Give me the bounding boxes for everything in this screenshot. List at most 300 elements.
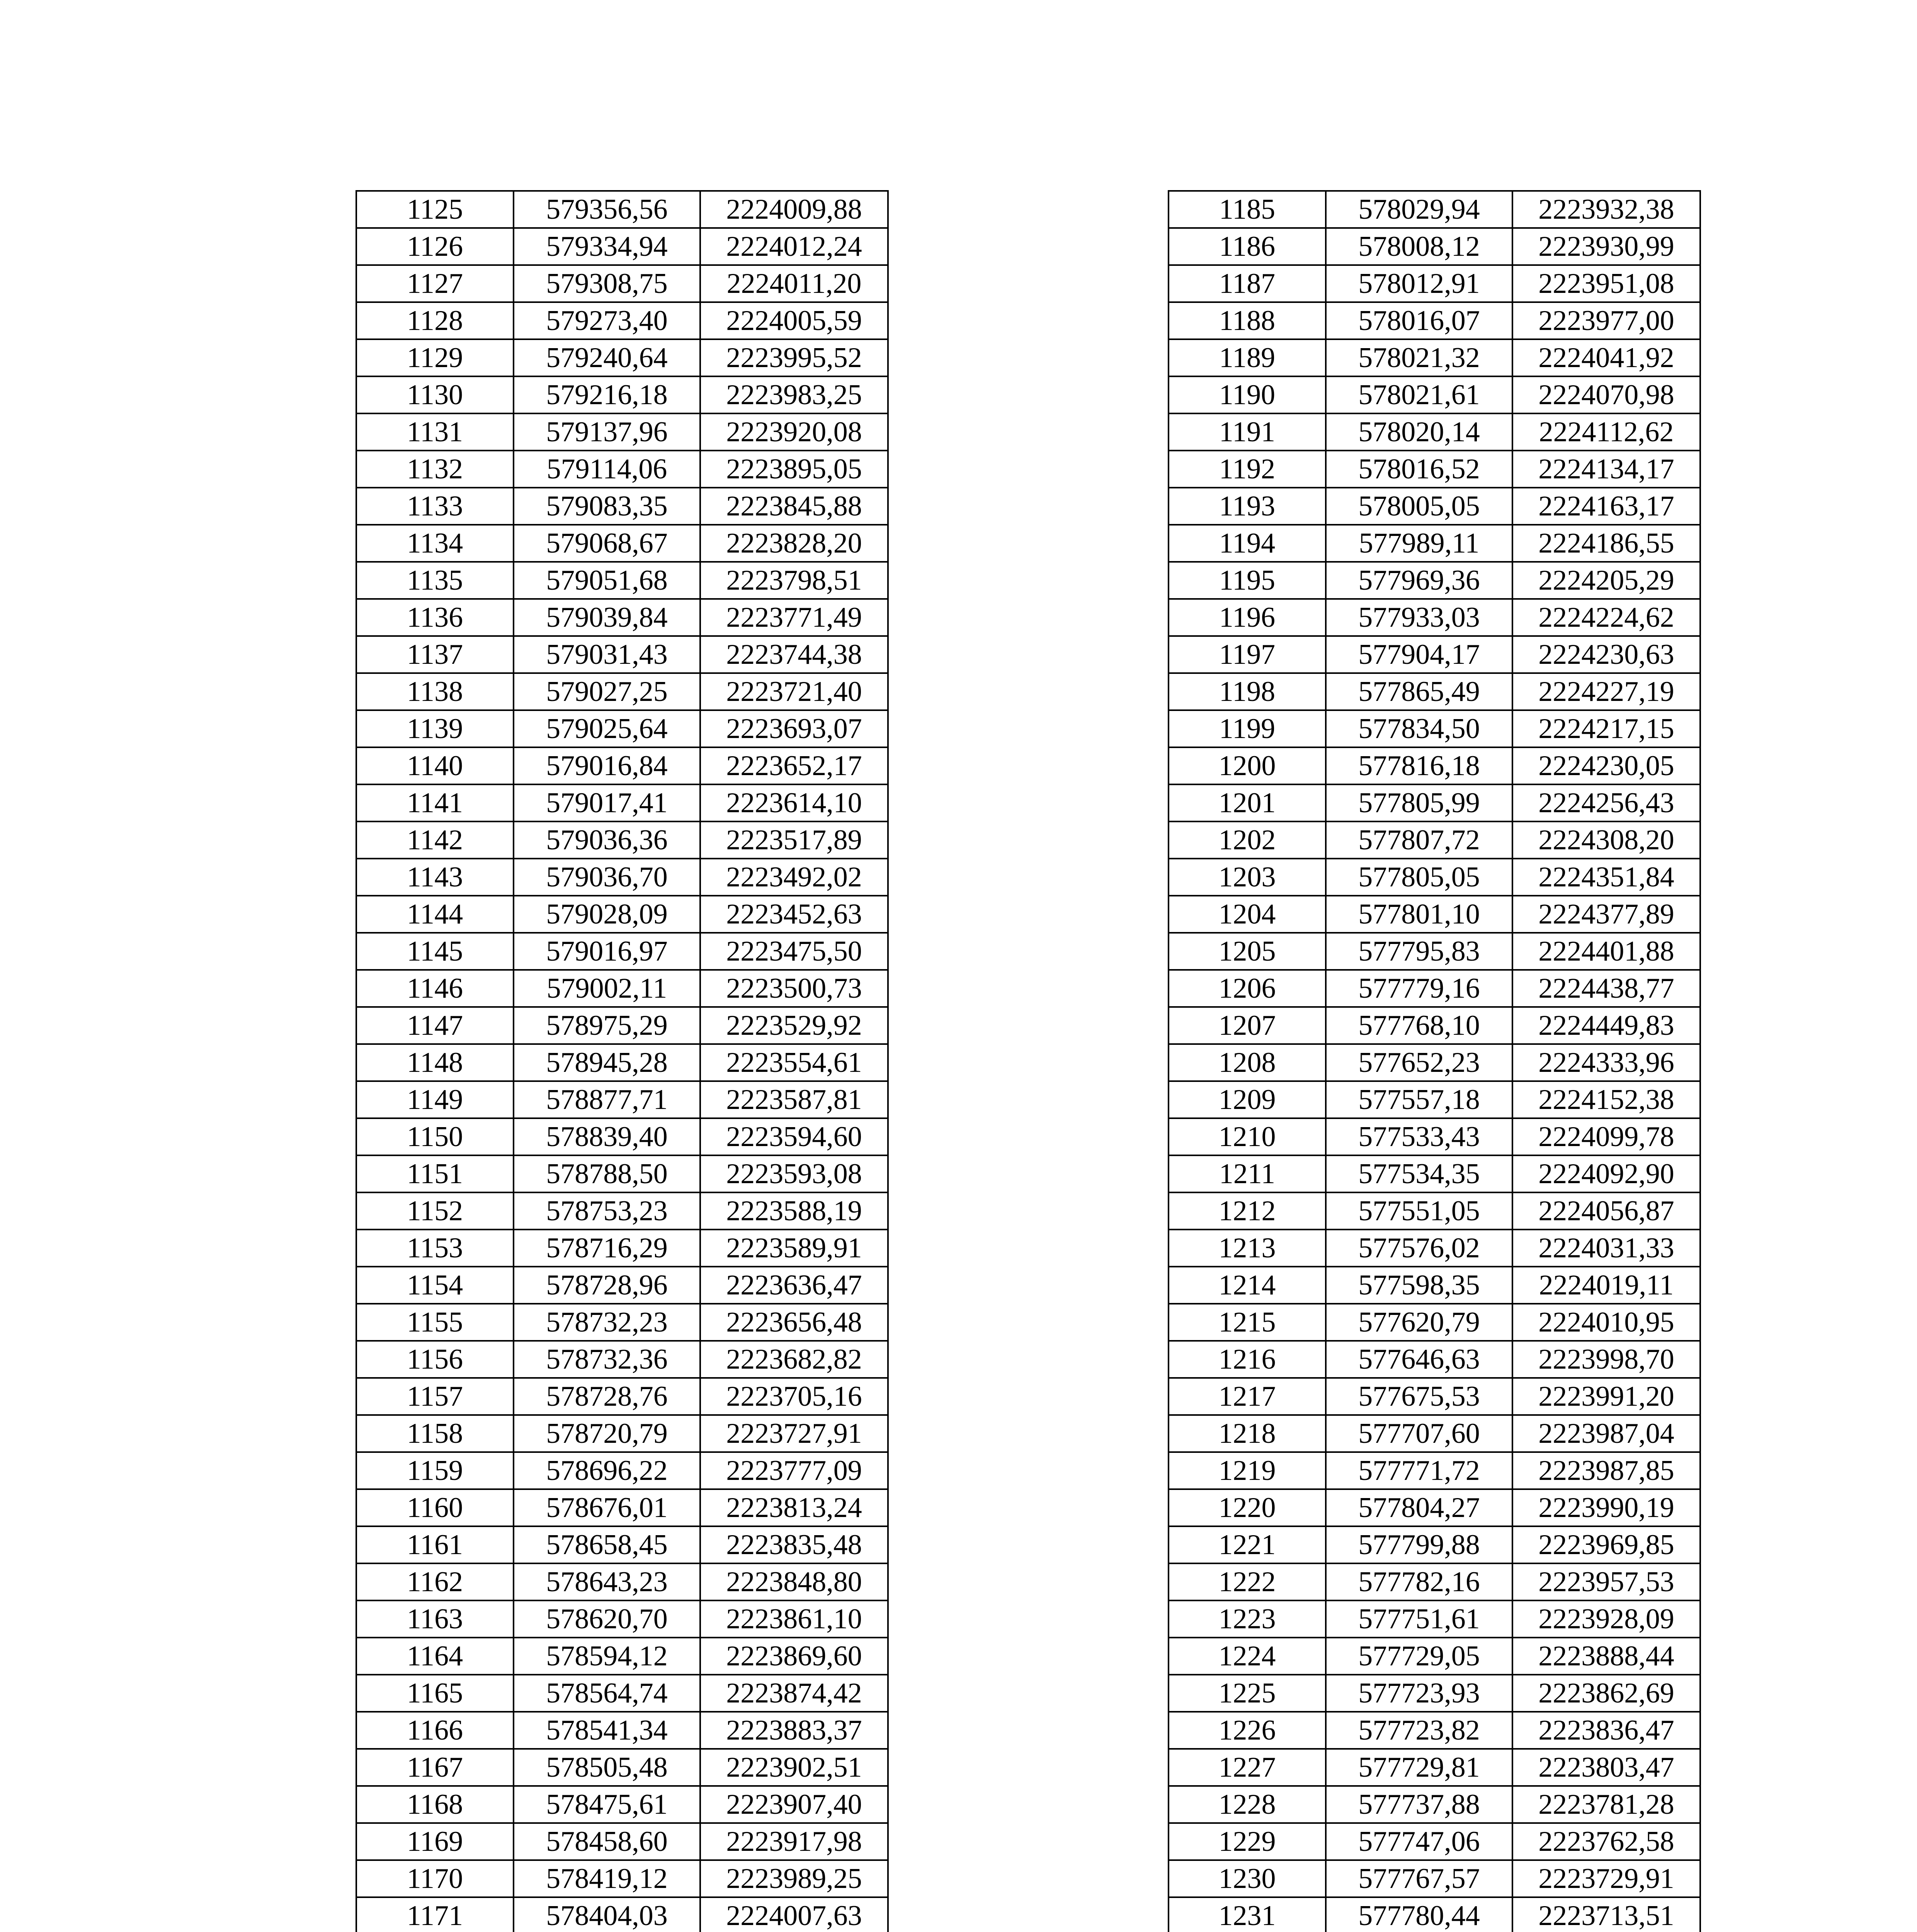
table-row	[356, 1786, 888, 1823]
table-row	[1169, 1860, 1700, 1897]
x-coordinate-cell: 577834,50	[1326, 710, 1512, 747]
y-coordinate-cell: 2224217,15	[1512, 710, 1700, 747]
y-coordinate-cell: 2224007,63	[700, 1897, 888, 1932]
point-number-cell: 1222	[1169, 1563, 1326, 1600]
x-coordinate-cell: 578720,79	[514, 1415, 700, 1452]
x-coordinate-cell: 577805,99	[1326, 784, 1512, 821]
table-row	[356, 339, 888, 376]
y-coordinate-cell: 2223861,10	[700, 1600, 888, 1638]
table-row	[1169, 1749, 1700, 1786]
y-coordinate-cell: 2223636,47	[700, 1267, 888, 1304]
x-coordinate-cell: 579216,18	[514, 376, 700, 413]
x-coordinate-cell: 579017,41	[514, 784, 700, 821]
table-row	[356, 1044, 888, 1081]
y-coordinate-cell: 2223828,20	[700, 525, 888, 562]
y-coordinate-cell: 2223995,52	[700, 339, 888, 376]
y-coordinate-cell: 2224031,33	[1512, 1230, 1700, 1267]
point-number-cell: 1135	[356, 562, 514, 599]
point-number-cell: 1225	[1169, 1675, 1326, 1712]
table-row	[1169, 1007, 1700, 1044]
table-row	[1169, 1638, 1700, 1675]
table-row	[1169, 1118, 1700, 1155]
point-number-cell: 1205	[1169, 933, 1326, 970]
point-number-cell: 1161	[356, 1526, 514, 1563]
x-coordinate-cell: 579356,56	[514, 191, 700, 228]
table-row	[1169, 1823, 1700, 1860]
x-coordinate-cell: 577551,05	[1326, 1192, 1512, 1230]
x-coordinate-cell: 577675,53	[1326, 1378, 1512, 1415]
point-number-cell: 1159	[356, 1452, 514, 1489]
table-row	[356, 1452, 888, 1489]
x-coordinate-cell: 579027,25	[514, 673, 700, 710]
x-coordinate-cell: 578732,36	[514, 1341, 700, 1378]
table-row	[356, 933, 888, 970]
table-row	[356, 302, 888, 339]
y-coordinate-cell: 2223848,80	[700, 1563, 888, 1600]
table-row	[356, 562, 888, 599]
x-coordinate-cell: 578012,91	[1326, 265, 1512, 302]
table-row	[1169, 228, 1700, 265]
x-coordinate-cell: 578458,60	[514, 1823, 700, 1860]
y-coordinate-cell: 2223987,85	[1512, 1452, 1700, 1489]
y-coordinate-cell: 2223977,00	[1512, 302, 1700, 339]
table-row	[1169, 302, 1700, 339]
table-row	[1169, 1192, 1700, 1230]
x-coordinate-cell: 578643,23	[514, 1563, 700, 1600]
y-coordinate-cell: 2224070,98	[1512, 376, 1700, 413]
y-coordinate-cell: 2223693,07	[700, 710, 888, 747]
coordinates-table-left	[356, 190, 889, 1932]
y-coordinate-cell: 2223656,48	[700, 1304, 888, 1341]
point-number-cell: 1223	[1169, 1600, 1326, 1638]
y-coordinate-cell: 2223721,40	[700, 673, 888, 710]
x-coordinate-cell: 577557,18	[1326, 1081, 1512, 1118]
x-coordinate-cell: 578021,32	[1326, 339, 1512, 376]
table-row	[356, 1192, 888, 1230]
y-coordinate-cell: 2223744,38	[700, 636, 888, 673]
point-number-cell: 1199	[1169, 710, 1326, 747]
point-number-cell: 1147	[356, 1007, 514, 1044]
x-coordinate-cell: 577782,16	[1326, 1563, 1512, 1600]
x-coordinate-cell: 579137,96	[514, 413, 700, 451]
table-row	[356, 1267, 888, 1304]
table-row	[1169, 970, 1700, 1007]
point-number-cell: 1201	[1169, 784, 1326, 821]
y-coordinate-cell: 2223874,42	[700, 1675, 888, 1712]
point-number-cell: 1192	[1169, 451, 1326, 488]
y-coordinate-cell: 2223705,16	[700, 1378, 888, 1415]
x-coordinate-cell: 577904,17	[1326, 636, 1512, 673]
x-coordinate-cell: 577747,06	[1326, 1823, 1512, 1860]
table-row	[356, 1823, 888, 1860]
x-coordinate-cell: 579068,67	[514, 525, 700, 562]
table-row	[356, 1675, 888, 1712]
point-number-cell: 1151	[356, 1155, 514, 1192]
x-coordinate-cell: 578788,50	[514, 1155, 700, 1192]
y-coordinate-cell: 2224152,38	[1512, 1081, 1700, 1118]
x-coordinate-cell: 578564,74	[514, 1675, 700, 1712]
point-number-cell: 1165	[356, 1675, 514, 1712]
point-number-cell: 1229	[1169, 1823, 1326, 1860]
x-coordinate-cell: 578945,28	[514, 1044, 700, 1081]
table-row	[1169, 1304, 1700, 1341]
x-coordinate-cell: 577969,36	[1326, 562, 1512, 599]
x-coordinate-cell: 578975,29	[514, 1007, 700, 1044]
table-row	[356, 599, 888, 636]
x-coordinate-cell: 578658,45	[514, 1526, 700, 1563]
x-coordinate-cell: 577598,35	[1326, 1267, 1512, 1304]
x-coordinate-cell: 579016,97	[514, 933, 700, 970]
table-row	[356, 896, 888, 933]
table-row	[1169, 896, 1700, 933]
point-number-cell: 1227	[1169, 1749, 1326, 1786]
table-row	[1169, 1600, 1700, 1638]
y-coordinate-cell: 2224333,96	[1512, 1044, 1700, 1081]
table-row	[1169, 710, 1700, 747]
y-coordinate-cell: 2223983,25	[700, 376, 888, 413]
table-row	[356, 1749, 888, 1786]
y-coordinate-cell: 2224019,11	[1512, 1267, 1700, 1304]
y-coordinate-cell: 2223777,09	[700, 1452, 888, 1489]
point-number-cell: 1167	[356, 1749, 514, 1786]
y-coordinate-cell: 2224230,05	[1512, 747, 1700, 784]
y-coordinate-cell: 2223920,08	[700, 413, 888, 451]
point-number-cell: 1170	[356, 1860, 514, 1897]
point-number-cell: 1226	[1169, 1712, 1326, 1749]
y-coordinate-cell: 2224224,62	[1512, 599, 1700, 636]
point-number-cell: 1144	[356, 896, 514, 933]
point-number-cell: 1220	[1169, 1489, 1326, 1526]
point-number-cell: 1186	[1169, 228, 1326, 265]
table-row	[1169, 784, 1700, 821]
table-row	[1169, 1081, 1700, 1118]
x-coordinate-cell: 577933,03	[1326, 599, 1512, 636]
y-coordinate-cell: 2224009,88	[700, 191, 888, 228]
point-number-cell: 1160	[356, 1489, 514, 1526]
y-coordinate-cell: 2223907,40	[700, 1786, 888, 1823]
x-coordinate-cell: 578716,29	[514, 1230, 700, 1267]
point-number-cell: 1208	[1169, 1044, 1326, 1081]
table-row	[1169, 488, 1700, 525]
x-coordinate-cell: 578475,61	[514, 1786, 700, 1823]
table-row	[1169, 1044, 1700, 1081]
point-number-cell: 1162	[356, 1563, 514, 1600]
point-number-cell: 1163	[356, 1600, 514, 1638]
x-coordinate-cell: 577816,18	[1326, 747, 1512, 784]
table-row	[356, 821, 888, 859]
table-row	[1169, 1563, 1700, 1600]
table-row	[356, 451, 888, 488]
y-coordinate-cell: 2224010,95	[1512, 1304, 1700, 1341]
point-number-cell: 1157	[356, 1378, 514, 1415]
point-number-cell: 1207	[1169, 1007, 1326, 1044]
y-coordinate-cell: 2223492,02	[700, 859, 888, 896]
table-row	[356, 376, 888, 413]
table-row	[1169, 933, 1700, 970]
y-coordinate-cell: 2224438,77	[1512, 970, 1700, 1007]
table-row	[356, 636, 888, 673]
table-row	[1169, 413, 1700, 451]
y-coordinate-cell: 2223729,91	[1512, 1860, 1700, 1897]
point-number-cell: 1142	[356, 821, 514, 859]
point-number-cell: 1153	[356, 1230, 514, 1267]
x-coordinate-cell: 577768,10	[1326, 1007, 1512, 1044]
x-coordinate-cell: 579036,36	[514, 821, 700, 859]
point-number-cell: 1215	[1169, 1304, 1326, 1341]
x-coordinate-cell: 579028,09	[514, 896, 700, 933]
table-row	[1169, 673, 1700, 710]
table-row	[1169, 1155, 1700, 1192]
x-coordinate-cell: 578021,61	[1326, 376, 1512, 413]
point-number-cell: 1141	[356, 784, 514, 821]
y-coordinate-cell: 2223888,44	[1512, 1638, 1700, 1675]
point-number-cell: 1143	[356, 859, 514, 896]
y-coordinate-cell: 2223682,82	[700, 1341, 888, 1378]
y-coordinate-cell: 2223969,85	[1512, 1526, 1700, 1563]
table-row	[356, 1118, 888, 1155]
table-row	[356, 1563, 888, 1600]
table-row	[1169, 1415, 1700, 1452]
x-coordinate-cell: 577751,61	[1326, 1600, 1512, 1638]
point-number-cell: 1133	[356, 488, 514, 525]
table-row	[1169, 1712, 1700, 1749]
x-coordinate-cell: 578732,23	[514, 1304, 700, 1341]
table-row	[1169, 265, 1700, 302]
y-coordinate-cell: 2224092,90	[1512, 1155, 1700, 1192]
table-row	[1169, 1452, 1700, 1489]
x-coordinate-cell: 577723,93	[1326, 1675, 1512, 1712]
table-row	[1169, 525, 1700, 562]
point-number-cell: 1149	[356, 1081, 514, 1118]
table-row	[356, 747, 888, 784]
x-coordinate-cell: 577576,02	[1326, 1230, 1512, 1267]
point-number-cell: 1169	[356, 1823, 514, 1860]
point-number-cell: 1187	[1169, 265, 1326, 302]
y-coordinate-cell: 2224377,89	[1512, 896, 1700, 933]
point-number-cell: 1136	[356, 599, 514, 636]
x-coordinate-cell: 577729,05	[1326, 1638, 1512, 1675]
x-coordinate-cell: 578728,76	[514, 1378, 700, 1415]
table-row	[356, 265, 888, 302]
y-coordinate-cell: 2224163,17	[1512, 488, 1700, 525]
y-coordinate-cell: 2224205,29	[1512, 562, 1700, 599]
table-row	[356, 228, 888, 265]
x-coordinate-cell: 579031,43	[514, 636, 700, 673]
table-row	[356, 1897, 888, 1932]
y-coordinate-cell: 2224012,24	[700, 228, 888, 265]
point-number-cell: 1145	[356, 933, 514, 970]
point-number-cell: 1191	[1169, 413, 1326, 451]
point-number-cell: 1228	[1169, 1786, 1326, 1823]
x-coordinate-cell: 579036,70	[514, 859, 700, 896]
y-coordinate-cell: 2223589,91	[700, 1230, 888, 1267]
table-row	[356, 1081, 888, 1118]
x-coordinate-cell: 579308,75	[514, 265, 700, 302]
table-row	[1169, 376, 1700, 413]
y-coordinate-cell: 2223845,88	[700, 488, 888, 525]
point-number-cell: 1209	[1169, 1081, 1326, 1118]
y-coordinate-cell: 2223928,09	[1512, 1600, 1700, 1638]
x-coordinate-cell: 579114,06	[514, 451, 700, 488]
point-number-cell: 1217	[1169, 1378, 1326, 1415]
y-coordinate-cell: 2224134,17	[1512, 451, 1700, 488]
point-number-cell: 1152	[356, 1192, 514, 1230]
x-coordinate-cell: 579083,35	[514, 488, 700, 525]
table-row	[356, 525, 888, 562]
table-row	[1169, 339, 1700, 376]
point-number-cell: 1190	[1169, 376, 1326, 413]
y-coordinate-cell: 2223500,73	[700, 970, 888, 1007]
table-row	[356, 1230, 888, 1267]
table-row	[1169, 451, 1700, 488]
point-number-cell: 1155	[356, 1304, 514, 1341]
table-row	[356, 1304, 888, 1341]
y-coordinate-cell: 2223529,92	[700, 1007, 888, 1044]
table-row	[356, 1712, 888, 1749]
point-number-cell: 1126	[356, 228, 514, 265]
table-row	[356, 710, 888, 747]
point-number-cell: 1137	[356, 636, 514, 673]
point-number-cell: 1200	[1169, 747, 1326, 784]
table-row	[356, 1526, 888, 1563]
table-row	[1169, 191, 1700, 228]
y-coordinate-cell: 2223587,81	[700, 1081, 888, 1118]
y-coordinate-cell: 2224449,83	[1512, 1007, 1700, 1044]
point-number-cell: 1202	[1169, 821, 1326, 859]
point-number-cell: 1154	[356, 1267, 514, 1304]
y-coordinate-cell: 2223771,49	[700, 599, 888, 636]
x-coordinate-cell: 577865,49	[1326, 673, 1512, 710]
table-row	[1169, 1526, 1700, 1563]
x-coordinate-cell: 577707,60	[1326, 1415, 1512, 1452]
table-row	[1169, 1897, 1700, 1932]
point-number-cell: 1150	[356, 1118, 514, 1155]
coordinates-table-right-body	[1169, 191, 1700, 1932]
x-coordinate-cell: 578753,23	[514, 1192, 700, 1230]
x-coordinate-cell: 577723,82	[1326, 1712, 1512, 1749]
table-row	[356, 1860, 888, 1897]
x-coordinate-cell: 577620,79	[1326, 1304, 1512, 1341]
y-coordinate-cell: 2223588,19	[700, 1192, 888, 1230]
table-row	[1169, 821, 1700, 859]
y-coordinate-cell: 2224256,43	[1512, 784, 1700, 821]
table-row	[356, 1415, 888, 1452]
point-number-cell: 1185	[1169, 191, 1326, 228]
point-number-cell: 1203	[1169, 859, 1326, 896]
coordinates-table-right	[1168, 190, 1701, 1932]
x-coordinate-cell: 577533,43	[1326, 1118, 1512, 1155]
y-coordinate-cell: 2223991,20	[1512, 1378, 1700, 1415]
table-row	[1169, 1378, 1700, 1415]
table-row	[356, 1489, 888, 1526]
x-coordinate-cell: 579334,94	[514, 228, 700, 265]
point-number-cell: 1210	[1169, 1118, 1326, 1155]
y-coordinate-cell: 2223932,38	[1512, 191, 1700, 228]
point-number-cell: 1158	[356, 1415, 514, 1452]
point-number-cell: 1140	[356, 747, 514, 784]
x-coordinate-cell: 579051,68	[514, 562, 700, 599]
y-coordinate-cell: 2223895,05	[700, 451, 888, 488]
point-number-cell: 1195	[1169, 562, 1326, 599]
x-coordinate-cell: 579273,40	[514, 302, 700, 339]
table-row	[1169, 562, 1700, 599]
point-number-cell: 1224	[1169, 1638, 1326, 1675]
point-number-cell: 1164	[356, 1638, 514, 1675]
point-number-cell: 1218	[1169, 1415, 1326, 1452]
x-coordinate-cell: 578419,12	[514, 1860, 700, 1897]
table-row	[1169, 859, 1700, 896]
point-number-cell: 1198	[1169, 673, 1326, 710]
y-coordinate-cell: 2223475,50	[700, 933, 888, 970]
table-row	[356, 1155, 888, 1192]
x-coordinate-cell: 578404,03	[514, 1897, 700, 1932]
y-coordinate-cell: 2223930,99	[1512, 228, 1700, 265]
y-coordinate-cell: 2223836,47	[1512, 1712, 1700, 1749]
table-row	[1169, 1341, 1700, 1378]
point-number-cell: 1166	[356, 1712, 514, 1749]
point-number-cell: 1132	[356, 451, 514, 488]
point-number-cell: 1219	[1169, 1452, 1326, 1489]
x-coordinate-cell: 577795,83	[1326, 933, 1512, 970]
point-number-cell: 1134	[356, 525, 514, 562]
table-row	[356, 1600, 888, 1638]
y-coordinate-cell: 2223990,19	[1512, 1489, 1700, 1526]
x-coordinate-cell: 577652,23	[1326, 1044, 1512, 1081]
table-row	[356, 1007, 888, 1044]
y-coordinate-cell: 2223781,28	[1512, 1786, 1700, 1823]
table-row	[356, 673, 888, 710]
point-number-cell: 1230	[1169, 1860, 1326, 1897]
point-number-cell: 1197	[1169, 636, 1326, 673]
y-coordinate-cell: 2224230,63	[1512, 636, 1700, 673]
y-coordinate-cell: 2223452,63	[700, 896, 888, 933]
y-coordinate-cell: 2224401,88	[1512, 933, 1700, 970]
y-coordinate-cell: 2224227,19	[1512, 673, 1700, 710]
x-coordinate-cell: 578594,12	[514, 1638, 700, 1675]
coordinates-table-left-body	[356, 191, 888, 1932]
table-row	[356, 488, 888, 525]
y-coordinate-cell: 2223957,53	[1512, 1563, 1700, 1600]
x-coordinate-cell: 579002,11	[514, 970, 700, 1007]
point-number-cell: 1213	[1169, 1230, 1326, 1267]
point-number-cell: 1146	[356, 970, 514, 1007]
x-coordinate-cell: 578676,01	[514, 1489, 700, 1526]
y-coordinate-cell: 2223713,51	[1512, 1897, 1700, 1932]
x-coordinate-cell: 577780,44	[1326, 1897, 1512, 1932]
point-number-cell: 1204	[1169, 896, 1326, 933]
table-row	[356, 1341, 888, 1378]
y-coordinate-cell: 2223594,60	[700, 1118, 888, 1155]
point-number-cell: 1206	[1169, 970, 1326, 1007]
table-row	[1169, 1230, 1700, 1267]
point-number-cell: 1188	[1169, 302, 1326, 339]
y-coordinate-cell: 2223989,25	[700, 1860, 888, 1897]
x-coordinate-cell: 579039,84	[514, 599, 700, 636]
point-number-cell: 1231	[1169, 1897, 1326, 1932]
table-row	[356, 191, 888, 228]
y-coordinate-cell: 2224308,20	[1512, 821, 1700, 859]
table-row	[1169, 599, 1700, 636]
table-row	[1169, 636, 1700, 673]
y-coordinate-cell: 2223835,48	[700, 1526, 888, 1563]
y-coordinate-cell: 2223813,24	[700, 1489, 888, 1526]
x-coordinate-cell: 577989,11	[1326, 525, 1512, 562]
point-number-cell: 1221	[1169, 1526, 1326, 1563]
table-row	[1169, 1489, 1700, 1526]
y-coordinate-cell: 2224351,84	[1512, 859, 1700, 896]
table-row	[356, 970, 888, 1007]
point-number-cell: 1212	[1169, 1192, 1326, 1230]
